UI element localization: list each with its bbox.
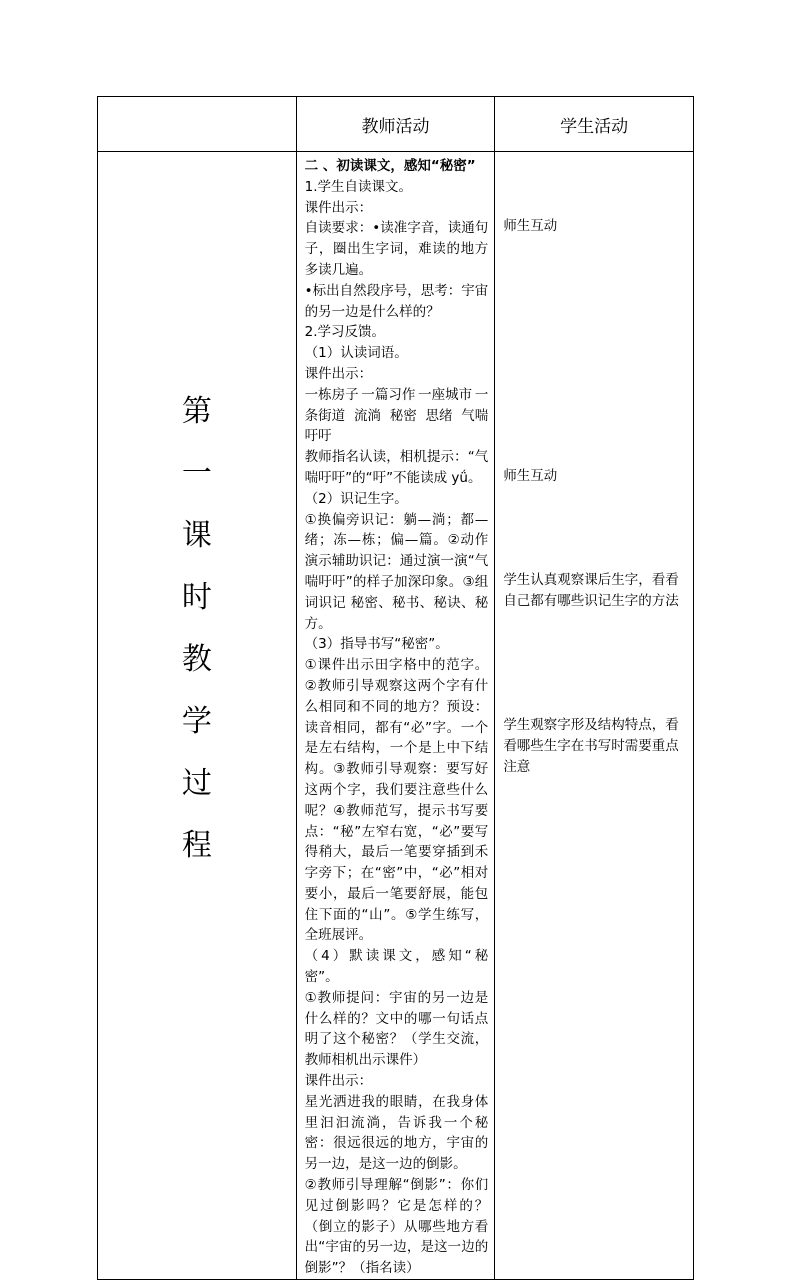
text-line: •标出自然段序号，思考：宇宙的另一边是什么样的？ (304, 282, 489, 320)
side-label-cell (98, 152, 297, 1280)
teacher-activity-cell (296, 152, 495, 1280)
header-blank-cell (98, 97, 297, 152)
text-line: 教师指名认读，相机提示：“气喘吁吁”的“吁”不能读成 yǘ。 (304, 449, 489, 486)
text-line: （3）指导书写“秘密”。 (304, 636, 449, 653)
text-line: 课件出示： (304, 1073, 373, 1090)
side-char: 第 (181, 394, 212, 429)
vocab-term: 条街道 (304, 407, 346, 424)
student-note: 师生互动 (503, 468, 558, 484)
side-char: 教 (181, 642, 212, 677)
header-teacher-activity: 教师活动 (296, 97, 495, 152)
student-note: 学生认真观察课后生字，看看自己都有哪些识记生字的方法 (503, 572, 679, 609)
text-line: （4）默读课文，感知“秘密”。 (304, 948, 489, 986)
vocab-term: 一 (474, 386, 489, 403)
vocab-term: 秘密 (389, 407, 417, 424)
side-label (98, 152, 296, 877)
table-body-row (98, 152, 694, 1280)
text-line: ②教师引导理解“倒影”：你们见过倒影吗？它是怎样的？（倒立的影子）从哪些地方看出“宇宙的另一边，是这一边的倒影”？（指名读） (304, 1177, 489, 1277)
side-char: 过 (181, 766, 212, 801)
vocab-term: 思绪 (425, 407, 453, 424)
text-line: 课件出示： (304, 365, 373, 382)
table-header-row (98, 97, 694, 152)
side-char: 一 (181, 456, 212, 491)
text-line: （2）识记生字。 (304, 490, 408, 507)
text-line: 1.学生自读课文。 (304, 178, 413, 195)
lesson-table (97, 96, 694, 1280)
text-line: ①教师提问：宇宙的另一边是什么样的？文中的哪一句话点明了这个秘密？（学生交流，教师相机出示课件） (304, 989, 489, 1069)
student-activity-cell (495, 152, 694, 1280)
side-char: 时 (181, 580, 212, 615)
side-char: 学 (181, 704, 212, 739)
vocab-row (305, 406, 489, 427)
side-char: 课 (181, 518, 212, 553)
text-line: ①课件出示田字格中的范字。②教师引导观察这两个字有什么相同和不同的地方？预设：读音相同，都有“必”字。一个是左右结构，一个是上中下结构。③教师引导观察：要写好这两个字，我们要注意些什么呢？④教师范写，提示书写要点：“秘”左窄右宽，“必”要写得稍大，最后一笔要穿插到禾字旁下；在“密”中，“必”相对要小，最后一笔要舒展，能包住下面的“山”。⑤学生练写，全班展评。 (304, 657, 489, 944)
vocab-term: 一座城市 (418, 386, 473, 403)
side-char: 程 (181, 828, 212, 863)
vocab-term: 流淌 (353, 407, 381, 424)
student-note: 师生互动 (503, 218, 558, 234)
vocab-term: 气喘 (461, 407, 489, 424)
text-line: （1）认读词语。 (304, 345, 408, 362)
text-line: ①换偏旁识记：躺—淌；都—绪；冻—栋；偏—篇。②动作演示辅助识记：通过演一演“气喘吁吁”的样子加深印象。③组词识记 秘密、秘书、秘诀、秘方。 (304, 511, 489, 632)
vocab-term: 吁吁 (304, 428, 332, 445)
text-line: 2.学习反馈。 (304, 324, 386, 341)
vocab-row (305, 385, 489, 406)
student-note: 学生观察字形及结构特点，看看哪些生字在书写时需要重点注意 (503, 717, 679, 775)
text-line: 自读要求：•读准字音，读通句子，圈出生字词，难读的地方多读几遍。 (304, 220, 489, 278)
vocab-term: 一栋房子 (304, 386, 359, 403)
text-line: 星光洒进我的眼睛，在我身体里汩汩流淌，告诉我一个秘密：很远很远的地方，宇宙的另一边，是这一边的倒影。 (304, 1093, 489, 1173)
section-title: 二 、初读课文，感知“秘密” (304, 158, 476, 174)
text-line: 课件出示： (304, 199, 373, 216)
teacher-activity-text (297, 152, 495, 1279)
vocab-term: 一篇习作 (361, 386, 416, 403)
header-student-activity: 学生活动 (495, 97, 694, 152)
